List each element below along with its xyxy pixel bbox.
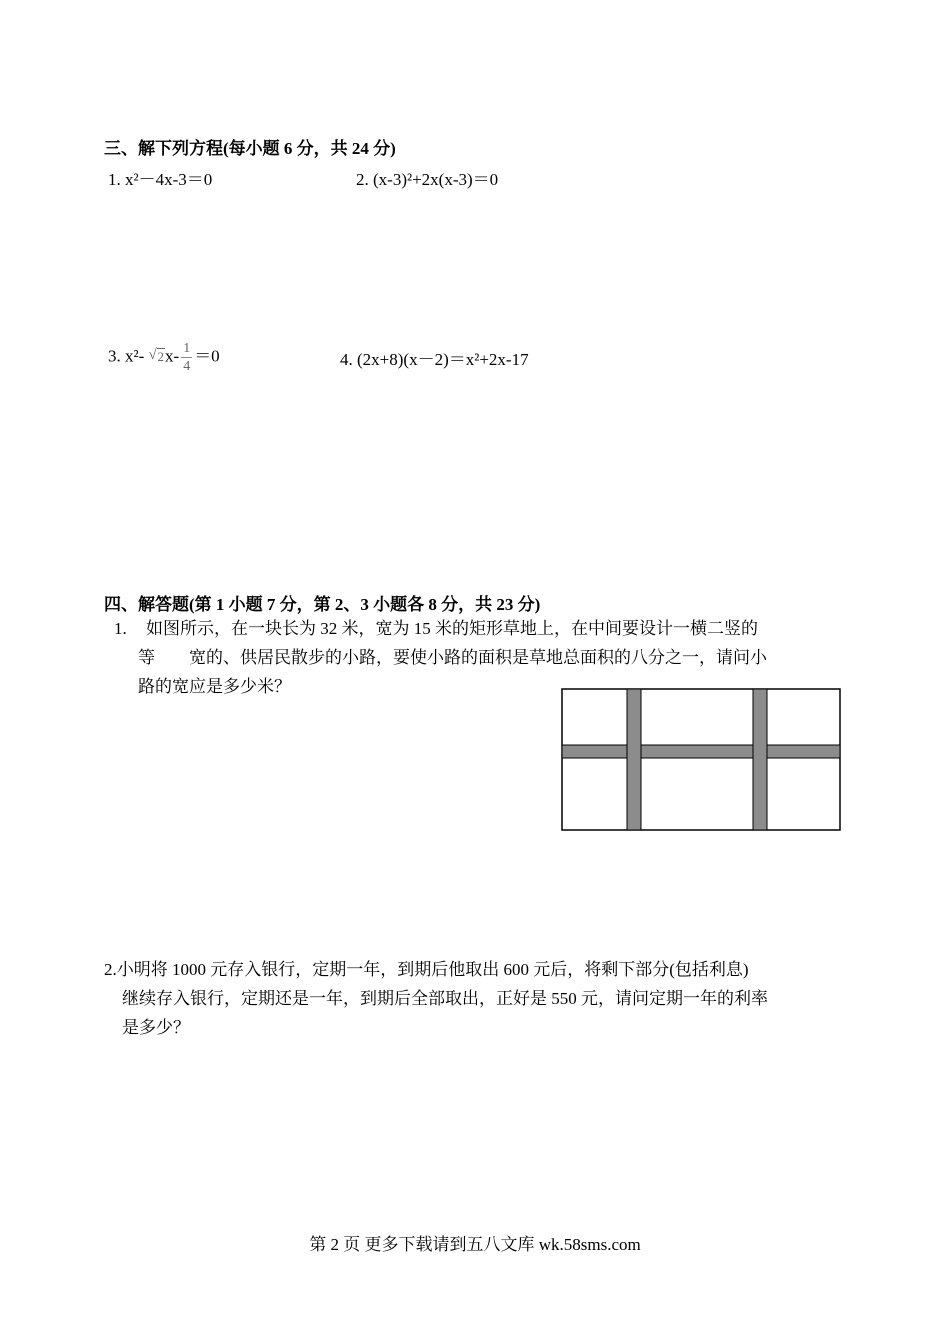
equation-1: 1. x²－4x-3＝0 [108,170,213,189]
vertical-path-left [627,689,641,830]
question-1-line-3: 路的宽应是多少米？ [138,677,291,696]
question-2-line-2: 继续存入银行，定期还是一年，到期后全部取出，正好是 550 元，请问定期一年的利率 [122,989,768,1008]
fraction [181,340,192,375]
sqrt-argument: 2 [157,349,165,365]
page-footer: 第 2 页 更多下载请到五八文库 wk.58sms.com [309,1235,641,1254]
section-3-title: 三、解下列方程(每小题 6 分，共 24 分) [104,139,396,158]
section-4-title: 四、解答题(第 1 小题 7 分，第 2、3 小题各 8 分，共 23 分) [104,595,541,614]
equation-3 [108,340,220,375]
equation-2: 2. (x-3)²+2x(x-3)＝0 [356,170,499,189]
horizontal-path [562,745,840,758]
equation-4: 4. (2x+8)(x－2)＝x²+2x-17 [340,350,529,369]
fraction-denominator: 4 [183,359,191,374]
question-2-line-1: 2.小明将 1000 元存入银行，定期一年，到期后他取出 600 元后，将剩下部分(包括利息) [104,960,749,979]
lawn-border [562,689,840,830]
lawn-figure [560,687,844,833]
equation-3-mid: x- [165,346,180,366]
equation-3-prefix: 3. x²- [108,346,145,366]
sqrt-symbol: √ 2 [148,347,165,365]
question-1-number: 1. [114,619,127,638]
question-1-line-1: 如图所示，在一块长为 32 米，宽为 15 米的矩形草地上，在中间要设计一横二竖的 [146,619,758,638]
fraction-numerator: 1 [183,341,191,356]
question-2-line-3: 是多少？ [122,1018,190,1037]
question-1-line-2: 等 宽的、供居民散步的小路，要使小路的面积是草地总面积的八分之一，请问小 [138,648,767,667]
equation-3-suffix: ＝0 [194,346,220,366]
vertical-path-right [753,689,767,830]
